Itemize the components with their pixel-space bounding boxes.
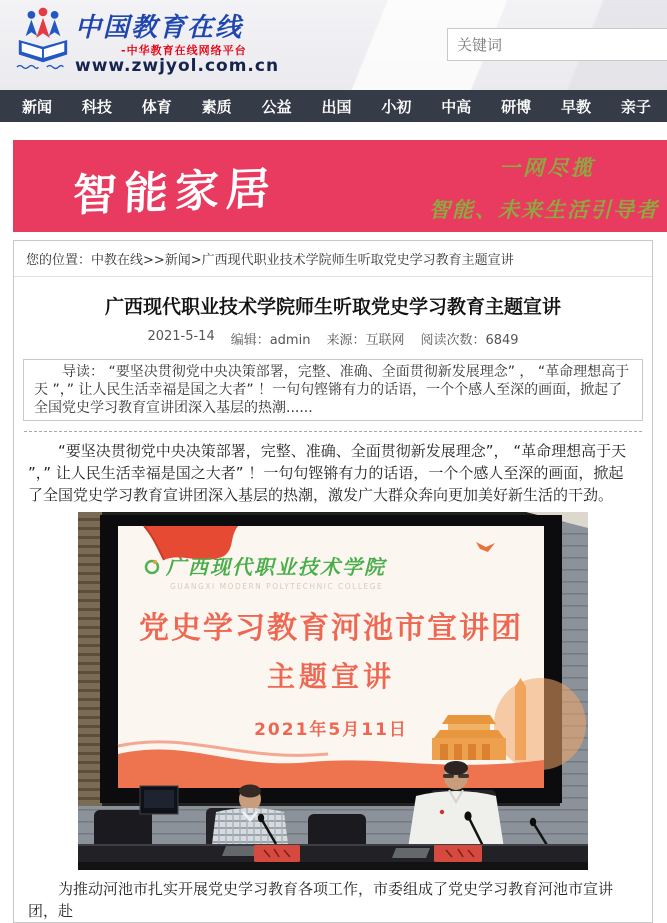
search-input[interactable] <box>447 28 667 61</box>
site-logo[interactable] <box>14 7 279 75</box>
nav-item-abroad[interactable]: 出国 <box>321 97 352 116</box>
photo-slide-title-2: 主题宣讲 <box>266 660 396 693</box>
ad-banner-slogan1: 一网尽揽 <box>499 156 595 180</box>
article-editor: 编辑：admin <box>230 333 311 348</box>
article-photo <box>78 512 588 870</box>
nav-item-parent[interactable]: 亲子 <box>620 97 651 116</box>
photo-slide-title-1: 党史学习教育河池市宣讲团 <box>139 611 523 646</box>
ad-banner-title: 智能家居 <box>72 163 278 222</box>
site-header <box>0 0 667 90</box>
article-photo-image <box>78 512 588 870</box>
article-date: 2021-5-14 <box>147 329 215 344</box>
nav-item-primary[interactable]: 小初 <box>381 97 412 116</box>
main-nav <box>0 90 667 122</box>
article-container <box>13 240 653 923</box>
nav-item-sports[interactable]: 体育 <box>141 97 172 116</box>
article-meta <box>14 329 652 348</box>
site-name: 中国教育在线 <box>75 13 244 43</box>
nav-item-grad[interactable]: 研博 <box>501 97 532 116</box>
site-url: www.zwjyol.com.cn <box>75 56 280 76</box>
ad-banner-smart-home[interactable] <box>13 140 667 232</box>
nav-item-quality[interactable]: 素质 <box>201 97 232 116</box>
ad-banner-slogan2: 智能、未来生活引导者 <box>429 198 659 222</box>
article-views: 阅读次数：6849 <box>420 333 519 348</box>
nav-item-tech[interactable]: 科技 <box>81 97 112 116</box>
nav-item-news[interactable]: 新闻 <box>22 97 53 116</box>
article-paragraph-2: 为推动河池市扎实开展党史学习教育各项工作，市委组成了党史学习教育河池市宣讲团，赴 <box>28 880 614 920</box>
photo-school-name-en: GUANGXI MODERN POLYTECHNIC COLLEGE <box>170 582 384 591</box>
article-summary-box <box>23 359 643 421</box>
photo-school-name: 广西现代职业技术学院 <box>166 555 386 579</box>
photo-wood-wall <box>78 512 102 806</box>
photo-laptop <box>140 786 178 814</box>
breadcrumb[interactable]: 您的位置：中教在线>>新闻>广西现代职业技术学院师生听取党史学习教育主题宣讲 <box>14 241 652 277</box>
article-paragraph-1: “要坚决贯彻党中央决策部署，完整、准确、全面贯彻新发展理念”， “革命理想高于天 ”，” 让人民生活幸福是国之大者” ！一句句铿锵有力的话语，一个个感人至深的画面，掀起了全国党史学习教育宣讲团深入基层的热潮，激发广大群众奔向更加美好新生活的干劲。 <box>28 442 627 504</box>
nav-item-middle[interactable]: 中高 <box>441 97 472 116</box>
nav-item-early[interactable]: 早教 <box>561 97 592 116</box>
article-source: 来源：互联网 <box>326 333 405 348</box>
nav-item-charity[interactable]: 公益 <box>261 97 292 116</box>
site-logo-text <box>75 7 279 75</box>
photo-slide-date: 2021年5月11日 <box>254 720 408 740</box>
article-title: 广西现代职业技术学院师生听取党史学习教育主题宣讲 <box>104 296 561 318</box>
site-logo-icon <box>14 7 72 71</box>
dashed-divider <box>24 431 642 432</box>
site-tagline: -中华教育在线网络平台 <box>121 44 247 57</box>
article-summary-text: 导读： “要坚决贯彻党中央决策部署，完整、准确、全面贯彻新发展理念” ， “革命理想高于天 ”，” 让人民生活幸福是国之大者” ！一句句铿锵有力的话语，一个个感人至深的画面，掀起了全国党史学习教育宣讲团深入基层的热潮...... <box>34 364 630 416</box>
